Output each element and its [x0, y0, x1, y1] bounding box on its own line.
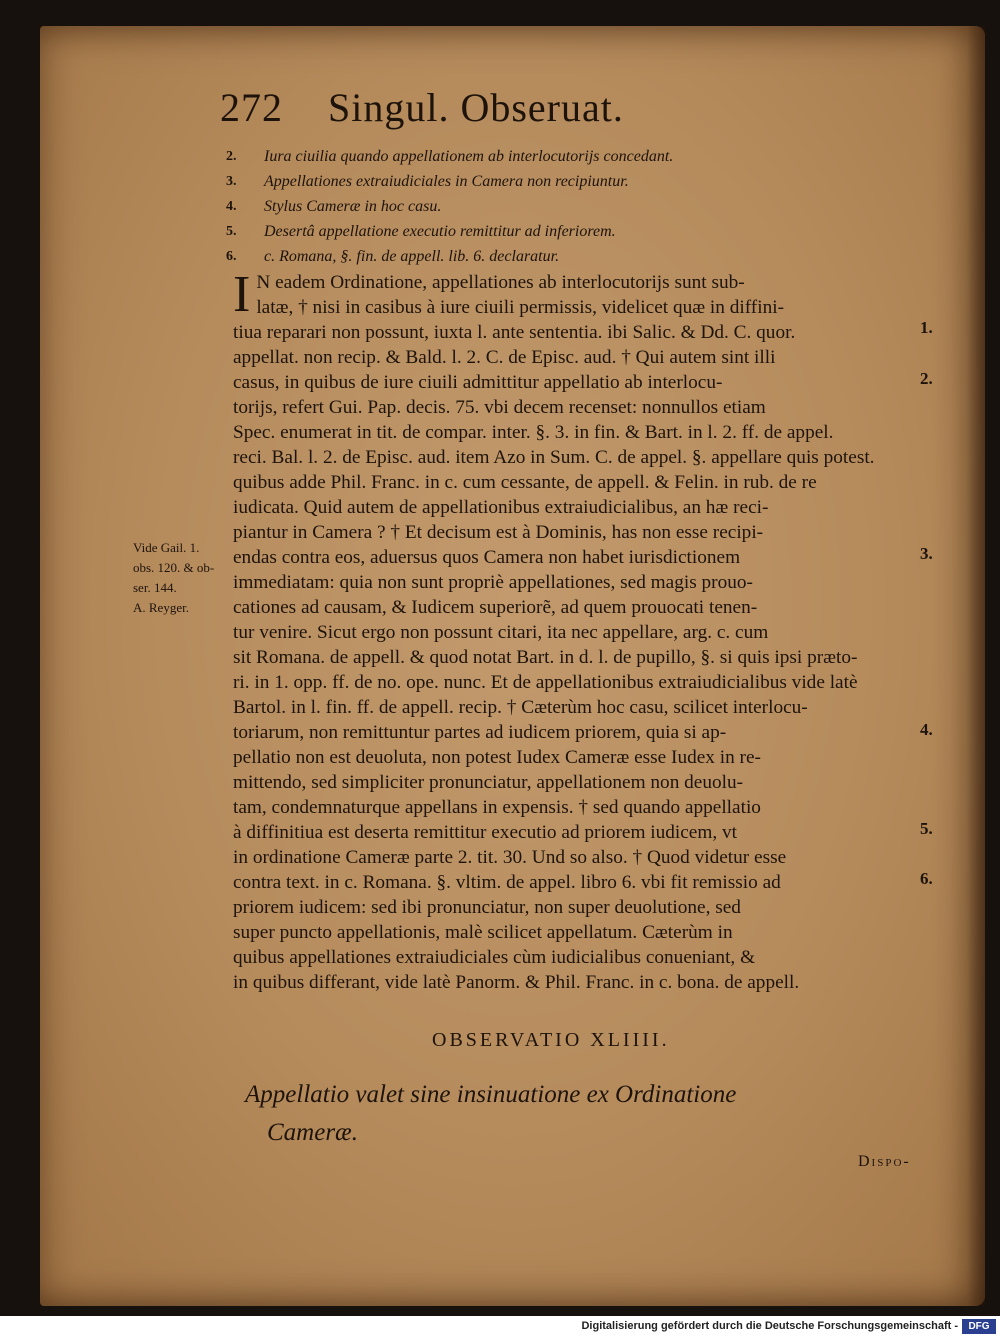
- page-number: 272: [220, 85, 283, 130]
- summary-item: 4. Stylus Cameræ in hoc casu.: [226, 198, 442, 215]
- body-line: in quibus differant, vide latè Panorm. & Phil. Franc. in c. bona. de appell.: [233, 972, 800, 993]
- summary-item: 6. c. Romana, §. fin. de appell. lib. 6. declaratur.: [226, 248, 560, 265]
- body-text: [233, 266, 905, 995]
- funding-notice: Digitalisierung gefördert durch die Deutsche Forschungsgemeinschaft -: [581, 1320, 958, 1332]
- body-line: tiua reparari non possunt, iuxta l. ante sententia. ibi Salic. & Dd. C. quor.: [233, 322, 796, 343]
- margin-number: 6.: [920, 869, 933, 888]
- body-line: N eadem Ordinatione, appellationes ab interlocutorijs sunt sub-: [256, 272, 745, 293]
- running-head: [220, 84, 624, 131]
- catchword: Dispo-: [858, 1153, 911, 1170]
- body-line: quibus adde Phil. Franc. in c. cum cessante, de appell. & Felin. in rub. de re: [233, 472, 817, 493]
- body-line: latæ, † nisi in casibus à iure ciuili permissis, videlicet quæ in diffini-: [256, 297, 784, 318]
- body-line: mittendo, sed simpliciter pronunciatur, appellationem non deuolu-: [233, 772, 744, 793]
- body-line: quibus appellationes extraiudiciales cùm iudicialibus conueniant, &: [233, 947, 756, 968]
- observation-title: Appellatio valet sine insinuatione ex Ordinatione Cameræ.: [245, 1081, 737, 1146]
- summary-item: 3. Appellationes extraiudiciales in Camera non recipiuntur.: [226, 173, 629, 190]
- body-line: Spec. enumerat in tit. de compar. inter. §. 3. in fin. & Bart. in l. 2. ff. de appel.: [233, 422, 834, 443]
- margin-number: 5.: [920, 819, 933, 838]
- body-line: toriarum, non remittuntur partes ad iudicem priorem, quia si ap-: [233, 722, 727, 743]
- side-note: Vide Gail. 1. obs. 120. & ob- ser. 144. A. Reyger.: [133, 540, 215, 615]
- summary-item: 2. Iura ciuilia quando appellationem ab interlocutorijs concedant.: [226, 148, 674, 165]
- body-line: super puncto appellationis, malè scilicet appellatum. Cæterùm in: [233, 922, 733, 943]
- body-line: endas contra eos, aduersus quos Camera non habet iurisdictionem: [233, 547, 741, 568]
- book-page: [40, 26, 985, 1306]
- body-line: cationes ad causam, & Iudicem superiorẽ, ad quem prouocati tenen-: [233, 597, 758, 618]
- body-line: priorem iudicem: sed ibi pronunciatur, non super deuolutione, sed: [233, 897, 741, 918]
- body-line: tur venire. Sicut ergo non possunt citari, ita nec appellare, arg. c. cum: [233, 622, 769, 643]
- body-line: appellat. non recip. & Bald. l. 2. C. de Episc. aud. † Qui autem sint illi: [233, 347, 776, 368]
- body-line: contra text. in c. Romana. §. vltim. de appel. libro 6. vbi fit remissio ad: [233, 872, 781, 893]
- observation-heading: OBSERVATIO XLIIII.: [432, 1029, 670, 1051]
- body-line: iudicata. Quid autem de appellationibus extraiudicialibus, an hæ reci-: [233, 497, 769, 518]
- body-line: Bartol. in l. fin. ff. de appell. recip. † Cæterùm hoc casu, scilicet interlocu-: [233, 697, 808, 718]
- body-line: torijs, refert Gui. Pap. decis. 75. vbi decem recenset: nonnullos etiam: [233, 397, 766, 418]
- margin-number: 1.: [920, 318, 933, 337]
- body-line: immediatam: quia non sunt propriè appellationes, sed magis prouo-: [233, 572, 753, 593]
- drop-cap: I: [233, 266, 251, 323]
- footer-bar: [0, 1316, 1000, 1338]
- body-line: à diffinitiua est deserta remittitur executio ad priorem iudicem, vt: [233, 822, 738, 843]
- summary-item: 5. Desertâ appellatione executio remittitur ad inferiorem.: [226, 223, 616, 240]
- margin-number: 3.: [920, 544, 933, 563]
- margin-number: 2.: [920, 369, 933, 388]
- body-line: pellatio non est deuoluta, non potest Iudex Cameræ esse Iudex in re-: [233, 747, 761, 768]
- dfg-logo: DFG: [962, 1319, 996, 1334]
- body-line: in ordinatione Cameræ parte 2. tit. 30. Und so also. † Quod videtur esse: [233, 847, 787, 868]
- body-line: tam, condemnaturque appellans in expensis. † sed quando appellatio: [233, 797, 761, 818]
- margin-number: 4.: [920, 720, 933, 739]
- body-line: sit Romana. de appell. & quod notat Bart. in d. l. de pupillo, §. si quis ipsi præto-: [233, 647, 858, 668]
- page-gutter-shadow: [967, 26, 985, 1306]
- body-line: casus, in quibus de iure ciuili admittitur appellatio ab interlocu-: [233, 372, 723, 393]
- body-line: piantur in Camera ? † Et decisum est à Dominis, has non esse recipi-: [233, 522, 764, 543]
- chapter-summary: [226, 144, 846, 269]
- body-line: ri. in 1. opp. ff. de no. ope. nunc. Et de appellationibus extraiudicialibus vide latè: [233, 672, 858, 693]
- running-title: Singul. Obseruat.: [328, 85, 624, 130]
- body-line: reci. Bal. l. 2. de Episc. aud. item Azo in Sum. C. de appel. §. appellare quis potest.: [233, 447, 875, 468]
